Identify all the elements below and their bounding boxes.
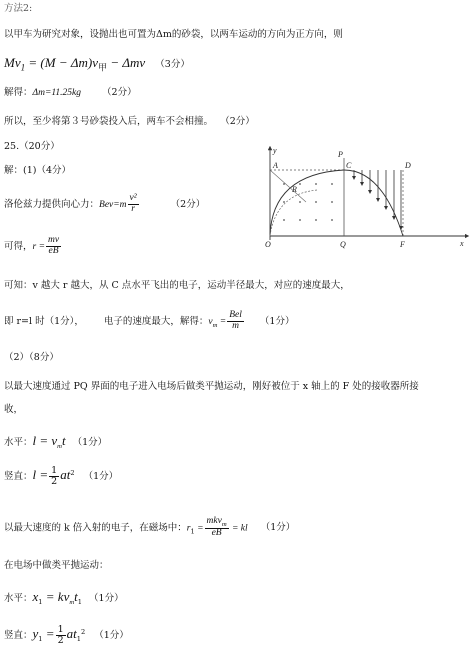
label-p: P <box>338 150 343 159</box>
fastest-line-1: 以最大速度通过 PQ 界面的电子进入电场后做类平抛运动，刚好被位于 x 轴上的 F 处的接收器所接 <box>4 381 419 392</box>
physics-diagram <box>262 144 470 254</box>
horizontal-equation-1: 水平：$l = v_mt$ （1分） <box>4 433 108 450</box>
label-a: A <box>273 161 278 170</box>
label-r: R <box>292 185 297 194</box>
label-q: Q <box>340 240 346 249</box>
radius-equation: 可得，r = $\frac{mv}{eB}$ <box>4 235 60 256</box>
lorentz-equation: 洛伦兹力提供向心力：Bev=m $\frac{\text{v²}}{r}$ （2分） <box>4 193 206 214</box>
solve-dm-line: 解得：Δm=11.25kg （2分） <box>4 87 137 98</box>
fastest-line-2: 收， <box>4 404 24 415</box>
horizontal-equation-2: 水平：$x_1 = kv_mt_1$ （1分） <box>4 589 124 606</box>
field-line: 在电场中做类平抛运动： <box>4 560 109 571</box>
electric-field-arrows <box>354 170 401 228</box>
label-f: F <box>400 240 405 249</box>
q25-heading: 25.（20分） <box>4 141 60 152</box>
label-c: C <box>346 161 352 170</box>
momentum-equation: $Mv_1 = (M - \Delta m)v_甲 - \Delta mv$ （3分） <box>4 55 190 74</box>
vertical-equation-1: 竖直：l = $\frac{1}{2}$ $at^2$ （1分） <box>4 465 119 487</box>
label-o: O <box>265 240 271 249</box>
setup-line: 以甲车为研究对象，设抛出也可置为Δm的砂袋，以两车运动的方向为正方向，则 <box>4 29 343 40</box>
part1-heading: 解：(1)（4分） <box>4 165 72 176</box>
method-heading: 方法2: <box>4 3 33 14</box>
part2-heading: （2）（8分） <box>4 352 59 363</box>
radius-line <box>270 170 306 202</box>
field-dots <box>283 183 333 221</box>
label-d: D <box>405 161 411 170</box>
known-line: 可知：v 越大 r 越大，从 C 点水平飞出的电子，运动半径最大，对应的速度最大， <box>4 280 350 291</box>
maxspeed-equation: 即 r=l 时（1分）， 电子的速度最大，解得：$v_m$ = $\frac{\text{Bel}}{m}$ （1分） <box>4 310 295 331</box>
k-electron-equation: 以最大速度的 k 倍入射的电子，在磁场中：$r_1$ = $\frac{mkv_m}{eB}$ = kl （1分） <box>4 516 296 538</box>
label-y: y <box>273 146 277 155</box>
electron-arc-small <box>270 190 317 236</box>
conclusion-line: 所以，至少将第３号砂袋投入后，两车不会相撞。 （2分） <box>4 116 255 127</box>
label-x: x <box>460 239 464 248</box>
vertical-equation-2: 竖直：$y_1$ = $\frac{1}{2}$ $at_1^2$ （1分） <box>4 624 129 646</box>
